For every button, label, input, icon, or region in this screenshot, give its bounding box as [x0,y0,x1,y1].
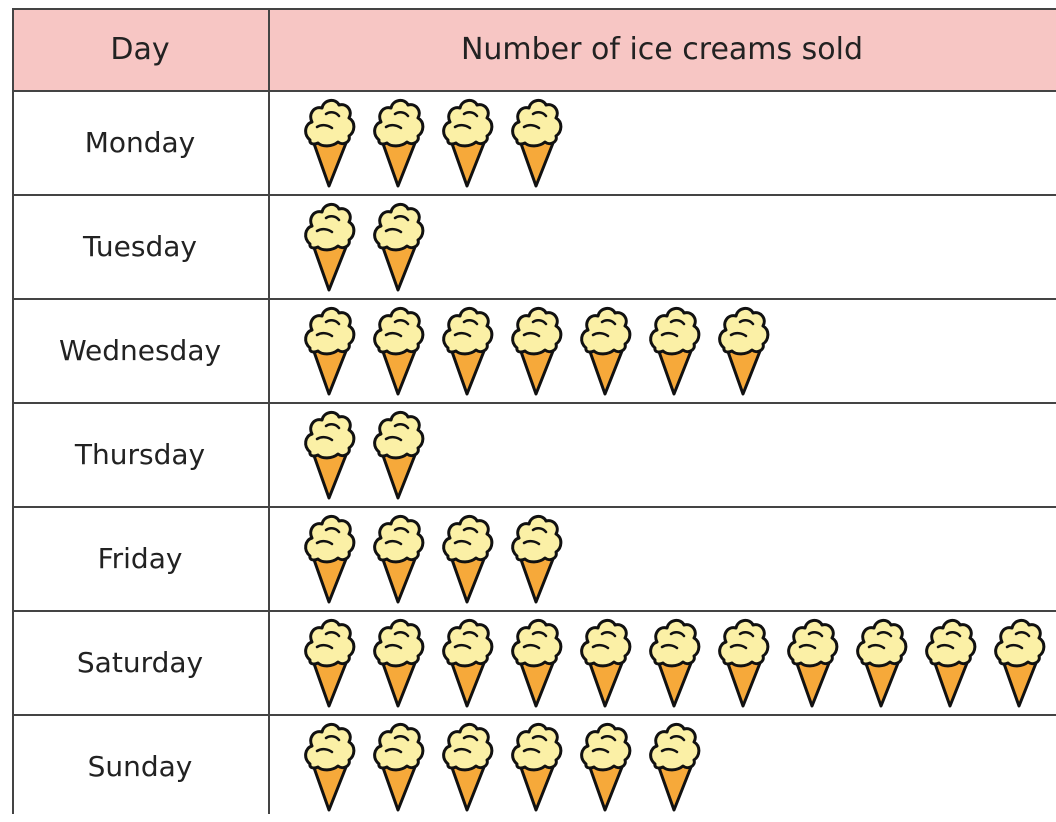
day-label-thursday: Thursday [74,437,206,471]
ice-cream-cone-icon [371,94,427,190]
ice-cream-cone-icon [578,718,634,814]
header-ice-creams-sold: Number of ice creams sold [268,8,1056,90]
table-left-border [12,8,14,814]
icon-row-tuesday [268,198,1056,302]
ice-cream-cone-icon [509,718,565,814]
table-row-divider [12,194,1056,196]
table-row-divider [12,506,1056,508]
ice-cream-cone-icon [509,614,565,710]
ice-cream-cone-icon [440,302,496,398]
icon-row-monday [268,94,1056,198]
ice-cream-cone-icon [302,302,358,398]
icon-row-thursday [268,406,1056,510]
table-top-border [12,8,1056,10]
ice-cream-cone-icon [440,510,496,606]
ice-cream-cone-icon [647,302,703,398]
day-label-monday: Monday [84,125,196,159]
ice-cream-cone-icon [647,718,703,814]
icon-row-saturday [268,614,1056,718]
ice-cream-cone-icon [302,510,358,606]
ice-cream-cone-icon [440,614,496,710]
ice-cream-cone-icon [440,94,496,190]
icon-row-wednesday [268,302,1056,406]
ice-cream-cone-icon [716,614,772,710]
day-label-tuesday: Tuesday [83,229,197,263]
ice-cream-cone-icon [371,510,427,606]
icon-row-sunday [268,718,1056,822]
icon-row-friday [268,510,1056,614]
ice-cream-cone-icon [923,614,979,710]
ice-cream-cone-icon [302,406,358,502]
ice-cream-cone-icon [440,718,496,814]
ice-cream-cone-icon [509,510,565,606]
table-row-divider [12,90,1056,92]
ice-cream-cone-icon [647,614,703,710]
ice-cream-cone-icon [371,198,427,294]
ice-cream-cone-icon [578,302,634,398]
table-row-divider [12,610,1056,612]
ice-cream-cone-icon [371,406,427,502]
ice-cream-cone-icon [302,614,358,710]
ice-cream-cone-icon [302,94,358,190]
ice-cream-cone-icon [509,302,565,398]
ice-cream-cone-icon [509,94,565,190]
day-label-friday: Friday [97,541,183,575]
table-row-divider [12,298,1056,300]
table-row-divider [12,402,1056,404]
day-label-sunday: Sunday [87,749,193,783]
ice-cream-cone-icon [371,614,427,710]
ice-cream-cone-icon [716,302,772,398]
table-row-divider [12,714,1056,716]
ice-cream-cone-icon [371,718,427,814]
ice-cream-cone-icon [578,614,634,710]
ice-cream-cone-icon [992,614,1048,710]
ice-cream-cone-icon [302,718,358,814]
ice-cream-cone-icon [785,614,841,710]
ice-cream-cone-icon [854,614,910,710]
ice-cream-cone-icon [302,198,358,294]
day-label-wednesday: Wednesday [58,333,222,367]
day-label-saturday: Saturday [76,645,204,679]
table-column-divider [268,8,270,814]
header-day: Day [12,8,268,90]
ice-cream-cone-icon [371,302,427,398]
